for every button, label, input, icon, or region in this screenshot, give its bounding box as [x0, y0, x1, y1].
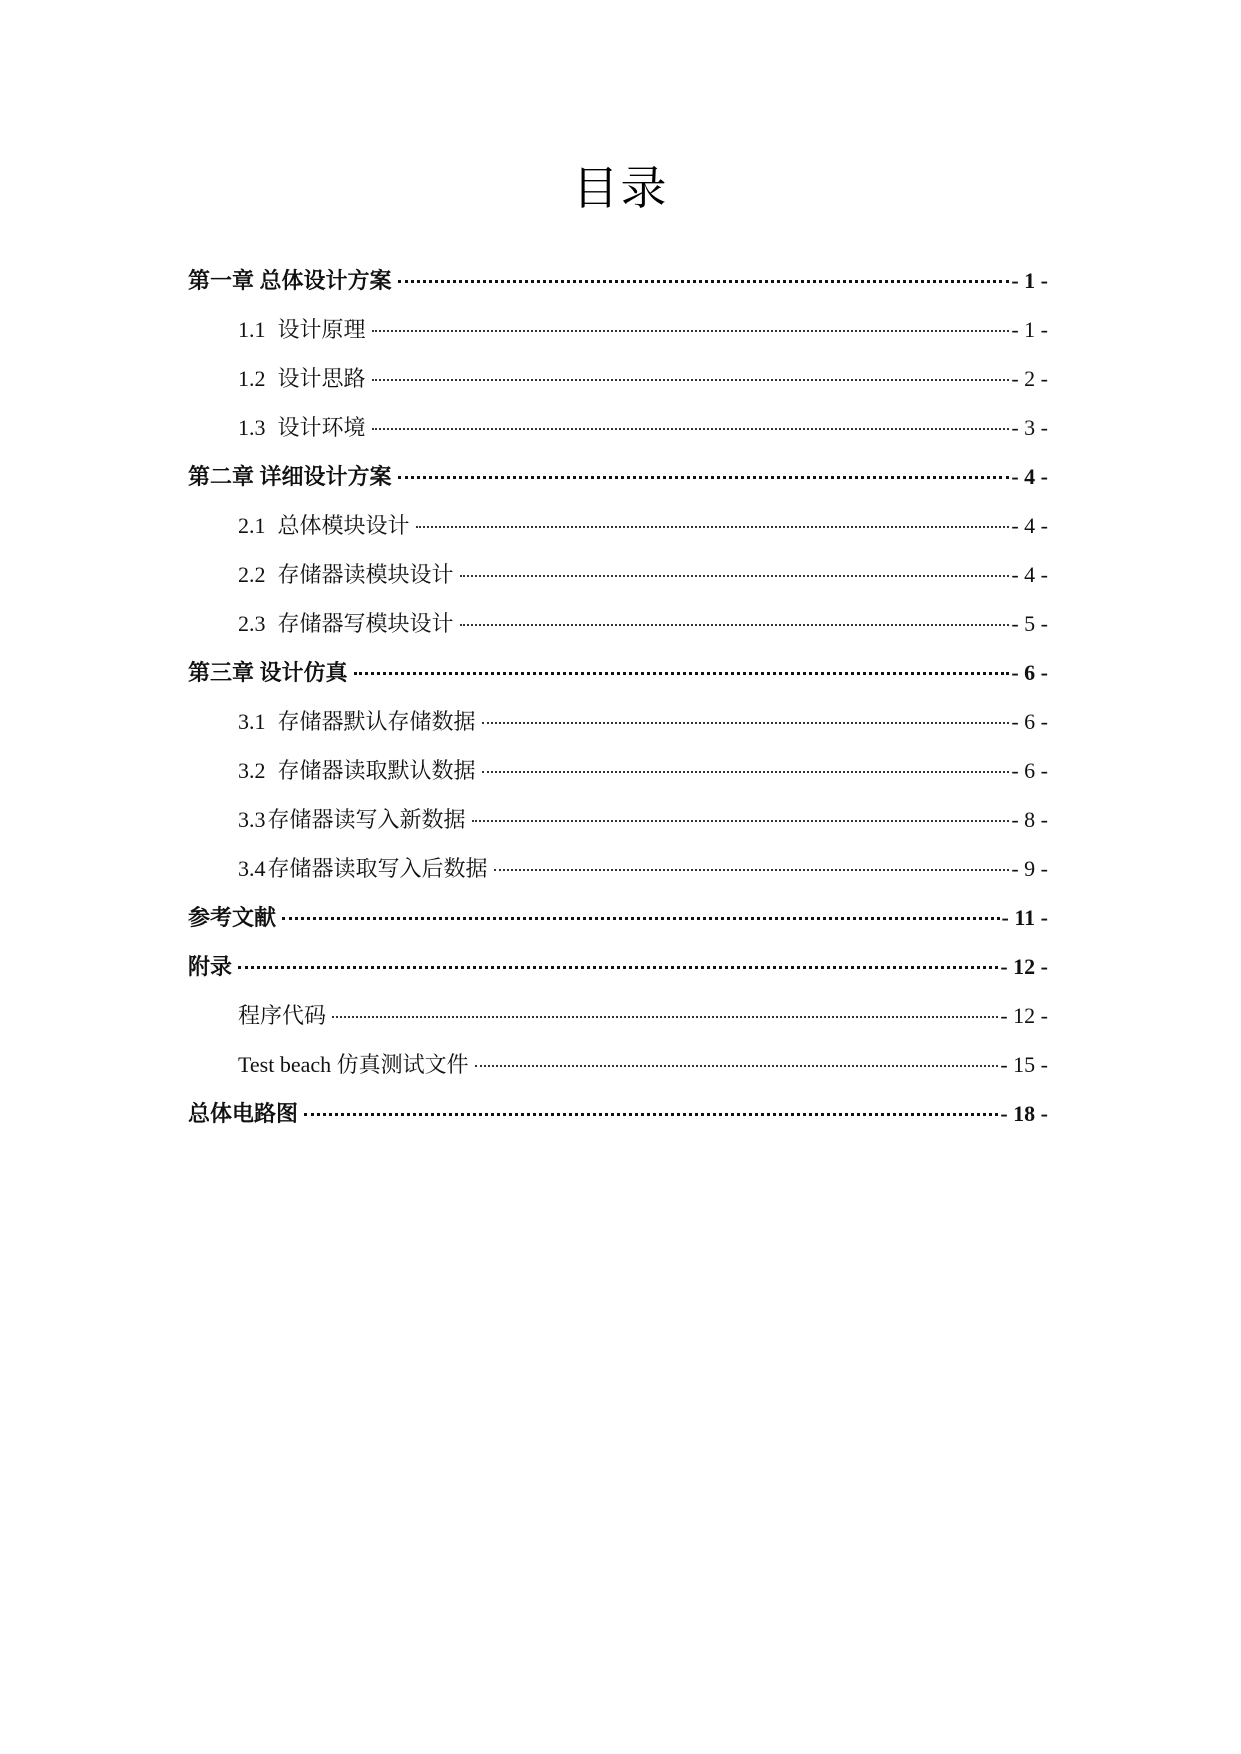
toc-chapter-entry[interactable]: [188, 656, 1048, 705]
toc-section-entry[interactable]: [188, 705, 1048, 754]
dot-leader: [482, 722, 1010, 724]
dot-leader: [354, 672, 1010, 675]
toc-chapter-entry[interactable]: [188, 950, 1048, 999]
toc-entry-label: [238, 509, 410, 540]
toc-section-entry[interactable]: [188, 803, 1048, 852]
toc-section-number: 2.2: [238, 562, 266, 587]
dot-leader: [494, 869, 1010, 871]
toc-entry-label: [188, 950, 232, 981]
toc-entry-label: [238, 803, 466, 834]
toc-entry-text: 总体电路图: [188, 1101, 299, 1126]
toc-entry-text: 参考文献: [188, 905, 277, 930]
dot-leader: [372, 379, 1010, 381]
toc-section-number: 3.1: [238, 709, 266, 734]
toc-entry-label: [188, 264, 392, 295]
table-of-contents: [188, 264, 1048, 1146]
toc-section-number: 1.3: [238, 415, 266, 440]
toc-page-number: - 6 -: [1011, 758, 1048, 783]
toc-chapter-entry[interactable]: [188, 264, 1048, 313]
dot-leader: [482, 771, 1010, 773]
toc-entry-text: 程序代码: [238, 1003, 327, 1028]
toc-entry-text: 附录: [188, 954, 233, 979]
toc-page-number: - 11 -: [1001, 905, 1048, 930]
toc-section-number: 3.3: [238, 807, 266, 832]
dot-leader: [460, 624, 1010, 626]
toc-entry-label: [238, 999, 326, 1030]
dot-leader: [372, 428, 1010, 430]
toc-entry-text: 存储器读取默认数据: [277, 758, 476, 783]
toc-page-number: - 4 -: [1011, 562, 1048, 587]
toc-page-number: - 8 -: [1011, 807, 1048, 832]
toc-page-number: - 4 -: [1011, 513, 1048, 538]
toc-entry-label: [188, 901, 276, 932]
toc-entry-text: 第三章 设计仿真: [188, 660, 348, 685]
toc-section-entry[interactable]: [188, 1048, 1048, 1097]
toc-page-number: - 2 -: [1011, 366, 1048, 391]
toc-page-number: - 18 -: [1000, 1101, 1048, 1126]
toc-section-entry[interactable]: [188, 362, 1048, 411]
dot-leader: [416, 526, 1010, 528]
toc-section-entry[interactable]: [188, 754, 1048, 803]
page-title: 目录: [572, 161, 669, 215]
dot-leader: [475, 1065, 999, 1067]
toc-page-number: - 12 -: [1000, 954, 1048, 979]
dot-leader: [460, 575, 1010, 577]
toc-section-entry[interactable]: [188, 411, 1048, 460]
toc-entry-text: Test beach 仿真测试文件: [238, 1052, 469, 1077]
toc-entry-label: [238, 362, 366, 393]
toc-entry-text: 存储器默认存储数据: [277, 709, 476, 734]
toc-entry-label: [238, 313, 366, 344]
toc-section-number: 3.4: [238, 856, 266, 881]
toc-section-entry[interactable]: [188, 852, 1048, 901]
toc-section-entry[interactable]: [188, 509, 1048, 558]
toc-page-number: - 4 -: [1011, 464, 1048, 489]
dot-leader: [372, 330, 1010, 332]
toc-section-number: 3.2: [238, 758, 266, 783]
dot-leader: [304, 1113, 998, 1116]
dot-leader: [398, 280, 1010, 283]
toc-entry-text: 存储器读模块设计: [277, 562, 454, 587]
toc-entry-text: 存储器读取写入后数据: [267, 856, 488, 881]
toc-page-number: - 6 -: [1011, 660, 1048, 685]
dot-leader: [238, 966, 998, 969]
toc-entry-label: [188, 1097, 298, 1128]
toc-page-number: - 9 -: [1011, 856, 1048, 881]
toc-entry-text: 存储器写模块设计: [277, 611, 454, 636]
dot-leader: [282, 917, 1000, 920]
dot-leader: [472, 820, 1010, 822]
toc-entry-label: [238, 607, 454, 638]
toc-entry-label: [188, 656, 348, 687]
toc-page-number: - 1 -: [1011, 268, 1048, 293]
toc-page-number: - 3 -: [1011, 415, 1048, 440]
dot-leader: [332, 1016, 998, 1018]
toc-entry-label: [238, 411, 366, 442]
toc-section-entry[interactable]: [188, 999, 1048, 1048]
toc-chapter-entry[interactable]: [188, 460, 1048, 509]
toc-section-number: 1.1: [238, 317, 266, 342]
toc-entry-text: 存储器读写入新数据: [267, 807, 466, 832]
toc-section-entry[interactable]: [188, 558, 1048, 607]
toc-entry-text: 设计思路: [277, 366, 366, 391]
toc-chapter-entry[interactable]: [188, 901, 1048, 950]
toc-entry-text: 第一章 总体设计方案: [188, 268, 392, 293]
toc-entry-text: 第二章 详细设计方案: [188, 464, 392, 489]
toc-page-number: - 12 -: [1000, 1003, 1048, 1028]
toc-section-entry[interactable]: [188, 607, 1048, 656]
toc-chapter-entry[interactable]: [188, 1097, 1048, 1146]
toc-page-number: - 15 -: [1000, 1052, 1048, 1077]
toc-entry-text: 总体模块设计: [277, 513, 410, 538]
toc-entry-label: [238, 1048, 469, 1079]
toc-entry-text: 设计原理: [277, 317, 366, 342]
toc-section-number: 1.2: [238, 366, 266, 391]
toc-page-number: - 5 -: [1011, 611, 1048, 636]
toc-page-number: - 1 -: [1011, 317, 1048, 342]
toc-section-number: 2.3: [238, 611, 266, 636]
toc-entry-label: [188, 460, 392, 491]
toc-page-number: - 6 -: [1011, 709, 1048, 734]
toc-section-number: 2.1: [238, 513, 266, 538]
toc-entry-label: [238, 705, 476, 736]
toc-entry-label: [238, 754, 476, 785]
toc-section-entry[interactable]: [188, 313, 1048, 362]
toc-entry-label: [238, 852, 488, 883]
dot-leader: [398, 476, 1010, 479]
toc-entry-text: 设计环境: [277, 415, 366, 440]
toc-entry-label: [238, 558, 454, 589]
